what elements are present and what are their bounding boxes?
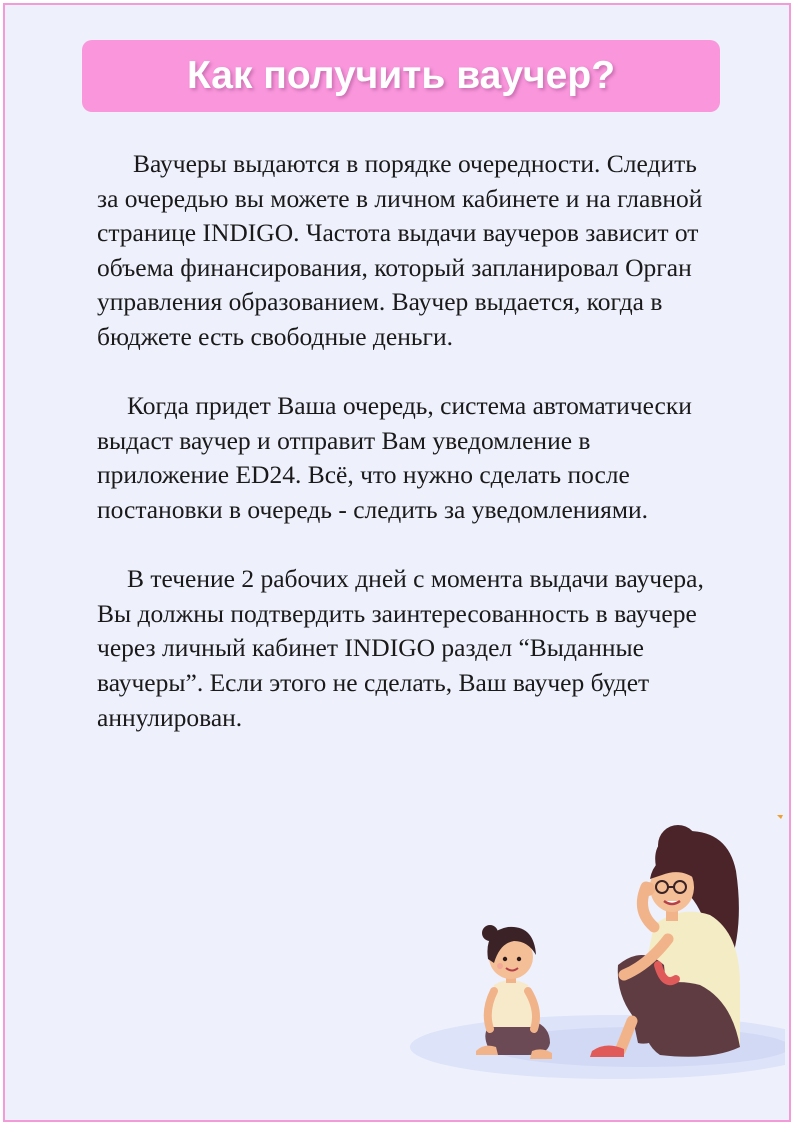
paragraph-notification: Когда придет Ваша очередь, система автоматически выдаст ваучер и отправит Вам уведомление в приложение ED24. Всё, что нужно сделать после постановки в очередь - следить за уведомлениями. <box>97 391 692 524</box>
child-figure <box>476 925 552 1059</box>
mother-and-child-illustration-icon <box>410 815 785 1095</box>
paragraph-queue: Ваучеры выдаются в порядке очередности. Следить за очередью вы можете в личном кабинете и на главной странице INDIGO. Частота выдачи ваучеров зависит от объема финансирования, который запланировал Орган управления образованием. Ваучер выдается, когда в бюджете есть свободные деньги. <box>97 149 703 351</box>
page <box>3 3 791 1122</box>
paragraph-confirmation: В течение 2 рабочих дней с момента выдачи ваучера, Вы должны подтвердить заинтересованность в ваучере через личный кабинет INDIGO раздел “Выданные ваучеры”. Если этого не сделать, Ваш ваучер будет аннулирован. <box>97 564 704 732</box>
page-title: Как получить ваучер? <box>186 54 616 97</box>
title-banner <box>82 40 720 112</box>
body-text <box>97 147 707 770</box>
